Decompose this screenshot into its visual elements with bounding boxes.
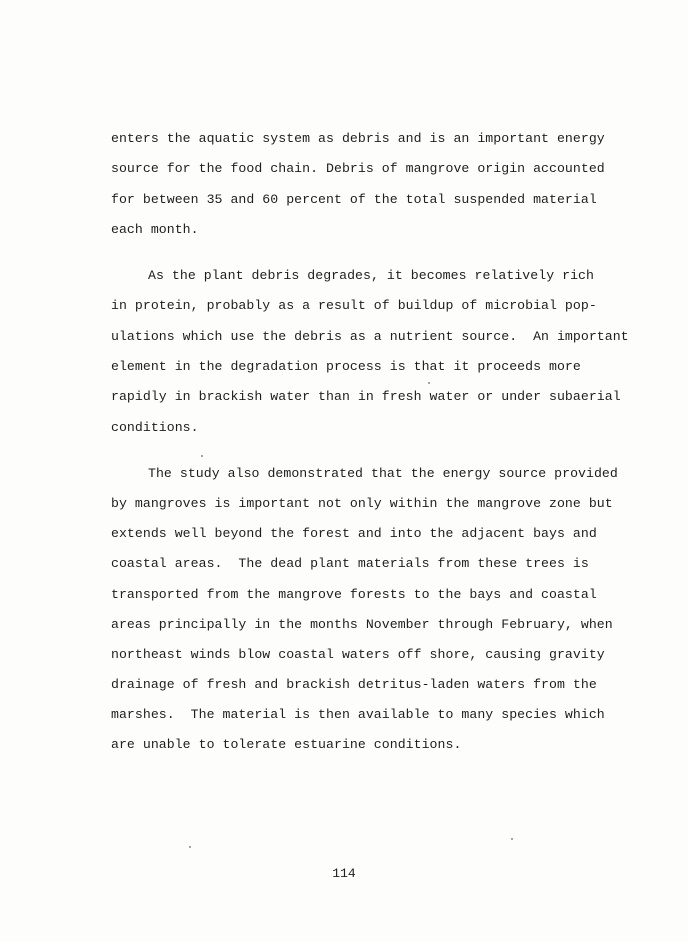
text-line: extends well beyond the forest and into the adjacent bays and — [111, 526, 597, 541]
text-line: each month. — [111, 222, 199, 237]
text-line: transported from the mangrove forests to the bays and coastal — [111, 587, 597, 602]
scan-speck — [511, 838, 513, 840]
text-line: northeast winds blow coastal waters off shore, causing gravity — [111, 647, 605, 662]
text-line: marshes. The material is then available to many species which — [111, 707, 605, 722]
text-line: in protein, probably as a result of buildup of microbial pop- — [111, 298, 597, 313]
text-line: by mangroves is important not only within the mangrove zone but — [111, 496, 613, 511]
text-line: source for the food chain. Debris of mangrove origin accounted — [111, 161, 605, 176]
text-line: rapidly in brackish water than in fresh water or under subaerial — [111, 389, 621, 404]
text-line: for between 35 and 60 percent of the total suspended material — [111, 192, 597, 207]
text-line: enters the aquatic system as debris and is an important energy — [111, 131, 605, 146]
text-line: are unable to tolerate estuarine conditions. — [111, 737, 462, 752]
text-line: coastal areas. The dead plant materials from these trees is — [111, 556, 589, 571]
text-line: conditions. — [111, 420, 199, 435]
text-line: As the plant debris degrades, it becomes relatively rich — [148, 268, 594, 283]
scan-speck — [428, 382, 430, 384]
text-line: areas principally in the months November through February, when — [111, 617, 613, 632]
text-line: ulations which use the debris as a nutrient source. An important — [111, 329, 629, 344]
scan-speck — [201, 455, 203, 457]
text-line: element in the degradation process is that it proceeds more — [111, 359, 581, 374]
text-line: The study also demonstrated that the energy source provided — [148, 466, 618, 481]
text-line: drainage of fresh and brackish detritus-laden waters from the — [111, 677, 597, 692]
page-number: 114 — [332, 866, 356, 881]
scan-speck — [189, 846, 191, 848]
